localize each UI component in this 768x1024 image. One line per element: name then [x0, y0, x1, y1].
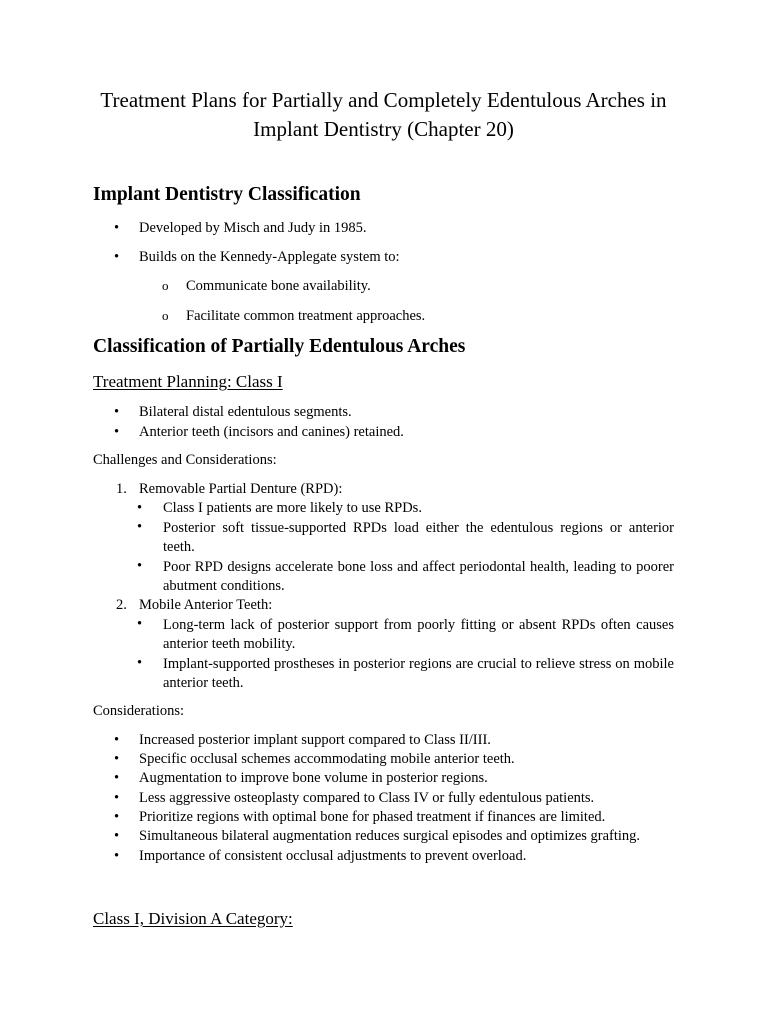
bullet-glyph: •	[114, 249, 120, 265]
bullet-glyph: •	[137, 519, 143, 535]
list-number: 2.	[116, 597, 127, 613]
bullet-glyph: •	[137, 558, 143, 574]
numbered-item-label: Mobile Anterior Teeth:	[139, 597, 273, 613]
list-item: Facilitate common treatment approaches.	[186, 308, 426, 324]
bullet-glyph: •	[114, 770, 120, 786]
bullet-glyph: •	[114, 809, 120, 825]
list-item: Prioritize regions with optimal bone for phased treatment if finances are limited.	[139, 809, 606, 825]
list-number: 1.	[116, 481, 127, 497]
list-item: Bilateral distal edentulous segments.	[139, 404, 352, 420]
bullet-glyph: •	[114, 790, 120, 806]
bullet-glyph: •	[114, 732, 120, 748]
subheading-class-i-division-a: Class I, Division A Category:	[93, 909, 293, 928]
bullet-glyph: •	[114, 828, 120, 844]
bullet-glyph: •	[137, 655, 143, 671]
bullet-glyph: •	[114, 220, 120, 236]
list-item: Builds on the Kennedy-Applegate system to:	[139, 249, 400, 265]
bullet-glyph: •	[114, 751, 120, 767]
bullet-glyph: •	[137, 616, 143, 632]
list-item: Less aggressive osteoplasty compared to Class IV or fully edentulous patients.	[139, 790, 595, 806]
section-heading-classification: Implant Dentistry Classification	[93, 184, 361, 205]
list-item: Class I patients are more likely to use RPDs.	[163, 500, 422, 516]
list-item: Specific occlusal schemes accommodating mobile anterior teeth.	[139, 751, 515, 767]
list-item: Increased posterior implant support compared to Class II/III.	[139, 732, 491, 748]
numbered-item-label: Removable Partial Denture (RPD):	[139, 481, 343, 497]
document-title: Treatment Plans for Partially and Completely Edentulous Arches in Implant Dentistry (Chapter 20)	[100, 88, 667, 141]
sub-bullet-glyph: o	[162, 308, 169, 323]
list-item: Communicate bone availability.	[186, 278, 371, 294]
list-item: Long-term lack of posterior support from poorly fitting or absent RPDs often causes anterior teeth mobility.	[163, 617, 674, 653]
bullet-glyph: •	[114, 424, 120, 440]
list-item: Implant-supported prostheses in posterior regions are crucial to relieve stress on mobile anterior teeth.	[163, 656, 674, 692]
list-item: Simultaneous bilateral augmentation reduces surgical episodes and optimizes grafting.	[139, 828, 641, 844]
subheading-class-i: Treatment Planning: Class I	[93, 372, 283, 391]
challenges-label: Challenges and Considerations:	[93, 452, 277, 468]
list-item: Developed by Misch and Judy in 1985.	[139, 220, 367, 236]
bullet-glyph: •	[114, 848, 120, 864]
list-item: Importance of consistent occlusal adjustments to prevent overload.	[139, 848, 527, 864]
list-item: Posterior soft tissue-supported RPDs load either the edentulous regions or anterior teeth.	[163, 520, 674, 556]
list-item: Poor RPD designs accelerate bone loss and affect periodontal health, leading to poorer abutment conditions.	[163, 559, 674, 595]
list-item: Augmentation to improve bone volume in posterior regions.	[139, 770, 488, 786]
bullet-glyph: •	[114, 404, 120, 420]
sub-bullet-glyph: o	[162, 278, 169, 293]
list-item: Anterior teeth (incisors and canines) retained.	[139, 424, 404, 440]
bullet-glyph: •	[137, 500, 143, 516]
section-heading-partially-edentulous: Classification of Partially Edentulous Arches	[93, 336, 466, 357]
considerations-label: Considerations:	[93, 703, 185, 719]
